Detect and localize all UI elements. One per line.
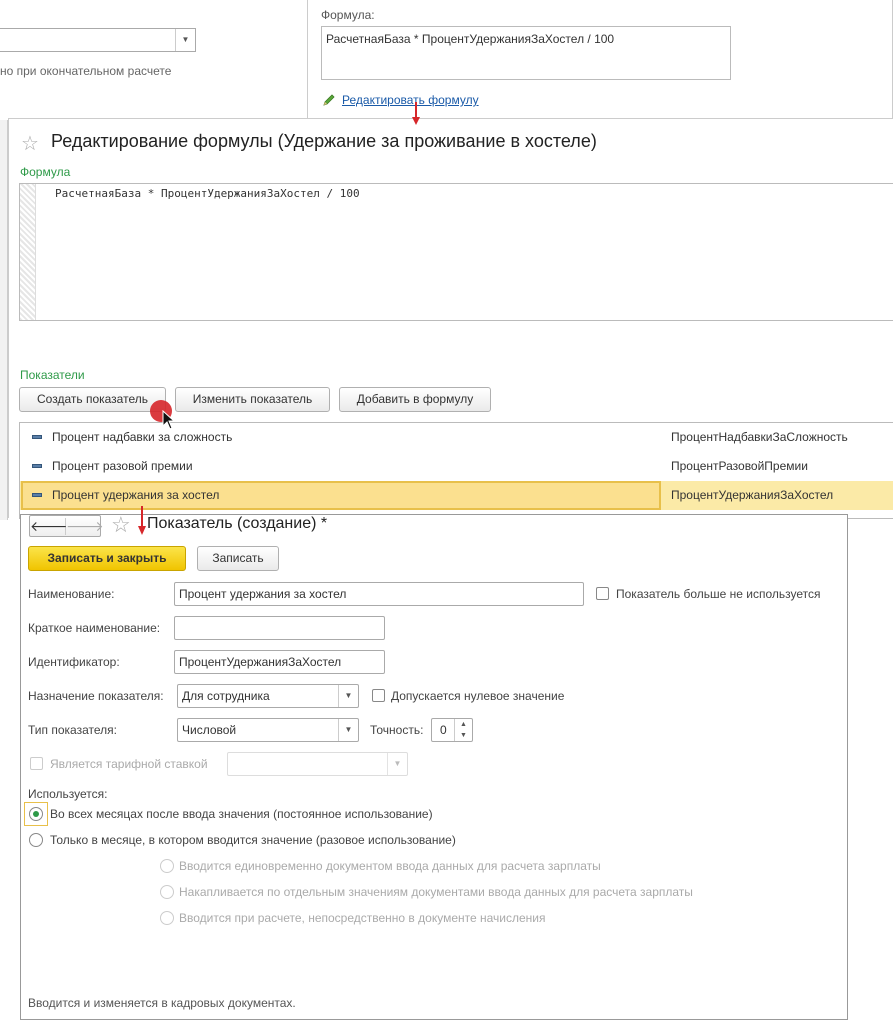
no-longer-used-checkbox[interactable] — [596, 587, 609, 600]
short-name-label: Краткое наименование: — [28, 621, 161, 635]
chevron-down-icon[interactable]: ▼ — [338, 685, 358, 707]
indicator-icon — [32, 464, 42, 468]
list-item-selected[interactable] — [20, 481, 893, 510]
precision-stepper[interactable] — [431, 718, 473, 742]
indicator-icon — [32, 435, 42, 439]
save-button[interactable]: Записать — [197, 546, 279, 571]
zero-allowed-checkbox[interactable] — [372, 689, 385, 702]
formula-code: РасчетнаяБаза * ПроцентУдержанияЗаХостел / 100 — [55, 187, 360, 200]
purpose-select[interactable] — [177, 684, 359, 708]
name-field[interactable]: Процент удержания за хостел — [174, 582, 584, 606]
zero-allowed-label: Допускается нулевое значение — [391, 689, 565, 703]
name-label: Наименование: — [28, 587, 115, 601]
short-name-field[interactable] — [174, 616, 385, 640]
formula-field[interactable]: РасчетнаяБаза * ПроцентУдержанияЗаХостел / 100 — [321, 26, 731, 80]
chevron-down-icon[interactable]: ▼ — [387, 753, 407, 775]
sub-option-2-radio[interactable] — [160, 885, 174, 899]
identifier-label: Идентификатор: — [28, 655, 120, 669]
background-combo[interactable] — [0, 28, 196, 52]
identifier-field[interactable]: ПроцентУдержанияЗаХостел — [174, 650, 385, 674]
mouse-pointer-icon — [162, 410, 176, 430]
background-hint: но при окончательном расчете — [0, 64, 172, 78]
indicators-list — [19, 422, 893, 519]
precision-label: Точность: — [370, 723, 424, 737]
type-select[interactable] — [177, 718, 359, 742]
formula-editor-window — [8, 118, 893, 518]
usage-permanent-label: Во всех месяцах после ввода значения (постоянное использование) — [50, 807, 433, 821]
list-item[interactable] — [20, 452, 893, 481]
editor-gutter — [20, 184, 36, 320]
window-title: Редактирование формулы (Удержание за проживание в хостеле) — [51, 131, 597, 151]
usage-once-label: Только в месяце, в котором вводится значение (разовое использование) — [50, 833, 456, 847]
indicator-icon — [32, 493, 42, 497]
sub-option-1-label: Вводится единовременно документом ввода данных для расчета зарплаты — [179, 859, 601, 873]
type-label: Тип показателя: — [28, 723, 117, 737]
footer-note: Вводится и изменяется в кадровых документах. — [28, 996, 296, 1010]
divider — [307, 0, 308, 120]
change-indicator-button[interactable]: Изменить показатель — [175, 387, 330, 412]
arrow-down-icon — [411, 102, 421, 126]
indicator-id: ПроцентНадбавкиЗаСложность — [671, 430, 848, 444]
indicator-name: Процент надбавки за сложность — [52, 430, 233, 444]
indicator-id: ПроцентУдержанияЗаХостел — [671, 488, 834, 502]
create-indicator-button[interactable]: Создать показатель — [19, 387, 166, 412]
stepper-arrows-icon[interactable]: ▲ ▼ — [454, 719, 472, 741]
sub-option-1-radio[interactable] — [160, 859, 174, 873]
usage-permanent-radio[interactable] — [29, 807, 43, 821]
formula-section-label: Формула — [20, 165, 71, 179]
forward-arrow-icon[interactable]: 🡒 — [66, 518, 104, 534]
back-arrow-icon[interactable]: 🡐 — [30, 518, 68, 534]
indicator-name: Процент удержания за хостел — [52, 488, 220, 502]
tariff-rate-checkbox[interactable] — [30, 757, 43, 770]
type-value: Числовой — [182, 723, 237, 737]
usage-once-radio[interactable] — [29, 833, 43, 847]
edit-formula-link[interactable]: Редактировать формулу — [342, 93, 479, 107]
background-window — [0, 0, 893, 120]
precision-value: 0 — [440, 723, 447, 737]
purpose-value: Для сотрудника — [182, 689, 270, 703]
tariff-rate-label: Является тарифной ставкой — [50, 757, 208, 771]
add-to-formula-button[interactable]: Добавить в формулу — [339, 387, 491, 412]
save-and-close-button[interactable]: Записать и закрыть — [28, 546, 186, 571]
indicator-id: ПроцентРазовойПремии — [671, 459, 808, 473]
usage-label: Используется: — [28, 787, 108, 801]
chevron-down-icon[interactable]: ▼ — [175, 29, 195, 51]
sub-option-3-radio[interactable] — [160, 911, 174, 925]
list-item[interactable] — [20, 423, 893, 452]
pencil-icon — [322, 93, 336, 107]
formula-editor[interactable] — [19, 183, 893, 321]
star-icon[interactable]: ☆ — [21, 133, 39, 155]
no-longer-used-label: Показатель больше не используется — [616, 587, 821, 601]
tariff-rate-select[interactable] — [227, 752, 408, 776]
sub-option-2-label: Накапливается по отдельным значениям документами ввода данных для расчета зарплаты — [179, 885, 693, 899]
indicators-section-label: Показатели — [20, 368, 85, 382]
indicator-name: Процент разовой премии — [52, 459, 193, 473]
window-title: Показатель (создание) * — [147, 515, 328, 532]
arrow-down-icon — [137, 506, 147, 536]
chevron-down-icon[interactable]: ▼ — [338, 719, 358, 741]
star-icon[interactable]: ☆ — [111, 512, 131, 537]
nav-buttons — [29, 515, 104, 537]
background-window-edge — [0, 120, 8, 520]
sub-option-3-label: Вводится при расчете, непосредственно в документе начисления — [179, 911, 546, 925]
formula-label: Формула: — [321, 8, 375, 22]
indicator-create-window — [20, 514, 848, 1020]
purpose-label: Назначение показателя: — [28, 689, 164, 703]
